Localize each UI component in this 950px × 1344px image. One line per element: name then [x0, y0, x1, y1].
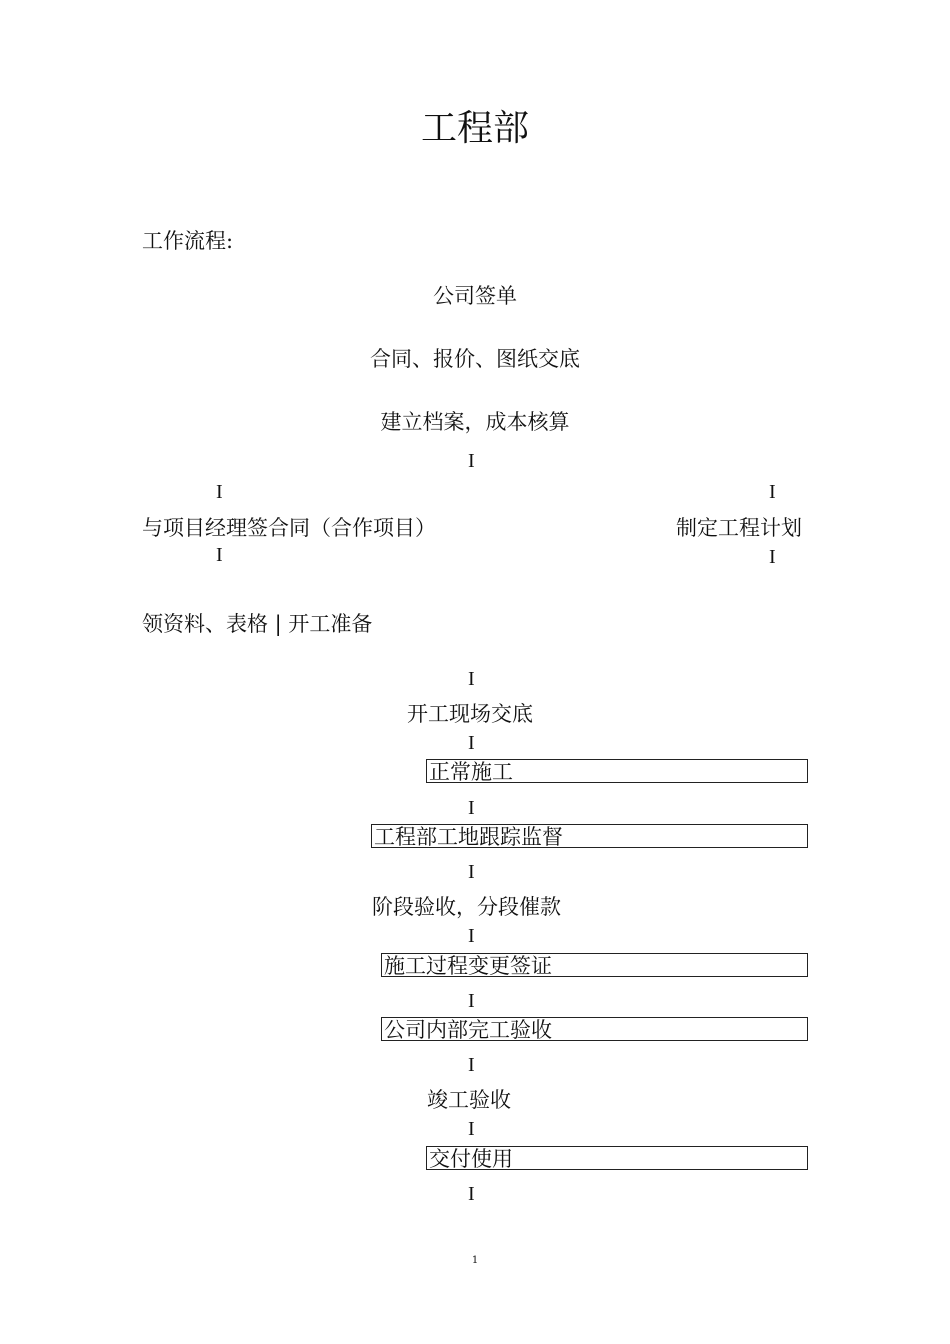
flow-branch-left: 与项目经理签合同（合作项目）: [142, 516, 436, 540]
flow-step-contract: 合同、报价、图纸交底: [370, 347, 580, 371]
flow-connector: I: [468, 1118, 475, 1140]
flow-box-construction: 正常施工: [426, 759, 808, 783]
flow-connector: I: [216, 544, 223, 566]
flow-step-sign-order: 公司签单: [433, 284, 517, 308]
flow-box-delivery: 交付使用: [426, 1146, 808, 1170]
flow-box-change-visa: 施工过程变更签证: [381, 953, 808, 977]
flow-connector: I: [468, 450, 475, 472]
flow-connector: I: [769, 546, 776, 568]
flow-connector: I: [468, 1183, 475, 1205]
flow-connector: I: [468, 1054, 475, 1076]
flow-connector: I: [216, 481, 223, 503]
flow-step-prepare: 领资料、表格 | 开工准备: [142, 612, 373, 636]
page-title: 工程部: [420, 108, 529, 149]
flow-connector: I: [468, 990, 475, 1012]
section-label: 工作流程:: [142, 229, 234, 253]
page-number: 1: [471, 1255, 479, 1266]
flow-step-stage-acceptance: 阶段验收，分段催款: [372, 895, 561, 919]
flow-connector: I: [468, 668, 475, 690]
flow-step-completion: 竣工验收: [427, 1088, 511, 1112]
flow-connector: I: [468, 732, 475, 754]
flow-connector: I: [468, 925, 475, 947]
flow-step-site-handover: 开工现场交底: [407, 702, 533, 726]
flow-branch-right: 制定工程计划: [676, 516, 802, 540]
flow-connector: I: [769, 481, 776, 503]
flow-box-supervision: 工程部工地跟踪监督: [371, 824, 808, 848]
flow-box-internal-acceptance: 公司内部完工验收: [381, 1017, 808, 1041]
flow-connector: I: [468, 861, 475, 883]
flow-connector: I: [468, 797, 475, 819]
flow-step-archive: 建立档案，成本核算: [380, 410, 570, 434]
